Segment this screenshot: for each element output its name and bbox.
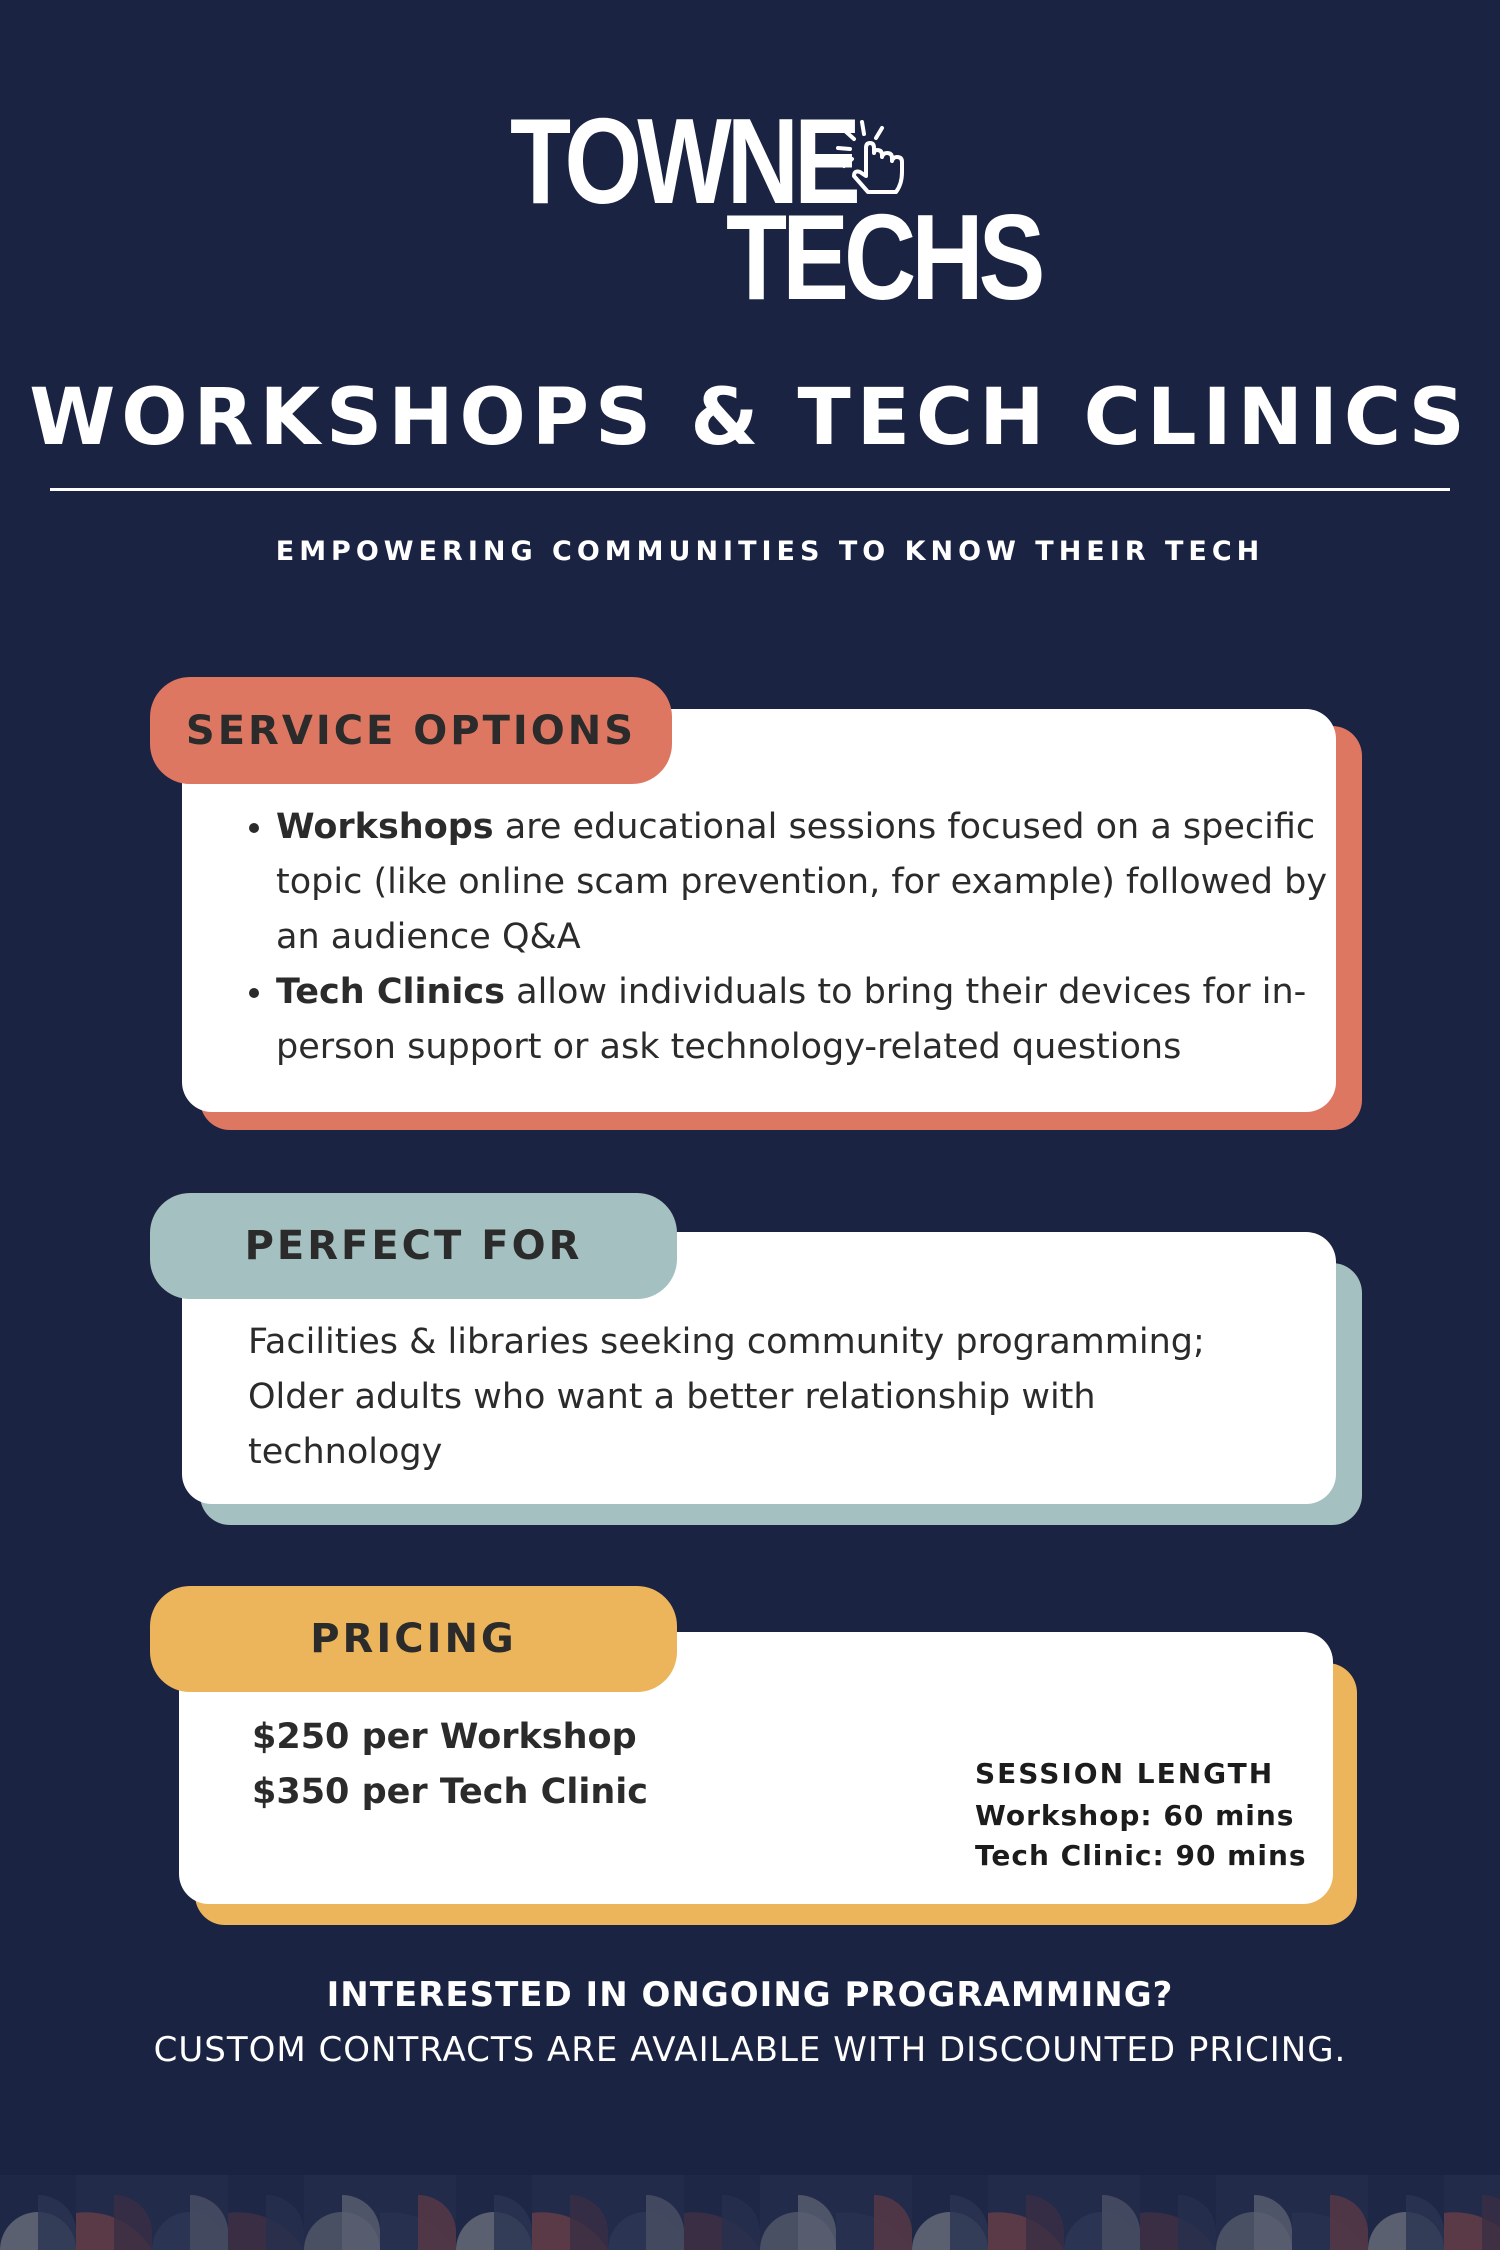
title-divider [50, 488, 1450, 491]
page-title: WORKSHOPS & TECH CLINICS [29, 373, 1471, 463]
session-length-heading: SESSION LENGTH [975, 1757, 1275, 1790]
session-length [975, 1752, 1307, 1876]
logo-word-towne: TOWNE [510, 93, 856, 229]
decorative-pattern [0, 2175, 1500, 2250]
tagline: EMPOWERING COMMUNITIES TO KNOW THEIR TECH [275, 536, 1265, 567]
pricing-label-text: PRICING [310, 1616, 517, 1662]
service-term-tech-clinics: Tech Clinics [276, 972, 505, 1012]
tech-clinic-length: Tech Clinic: 90 mins [975, 1839, 1307, 1872]
service-term-workshops: Workshops [276, 807, 494, 847]
cta-question: INTERESTED IN ONGOING PROGRAMMING? [326, 1975, 1174, 2015]
tech-clinic-price: $350 per Tech Clinic [252, 1772, 648, 1812]
pointer-click-icon [830, 114, 920, 204]
brand-logo [500, 93, 1041, 325]
pricing-label [150, 1586, 677, 1692]
perfect-for-text [248, 1315, 1308, 1480]
perfect-for-line: Facilities & libraries seeking community programming; [248, 1322, 1205, 1362]
list-item [276, 965, 1366, 1075]
perfect-for-line: Older adults who want a better relationship with [248, 1377, 1096, 1417]
cta-note: CUSTOM CONTRACTS ARE AVAILABLE WITH DISCOUNTED PRICING. [153, 2030, 1347, 2070]
list-item [276, 800, 1366, 965]
service-options-label-text: SERVICE OPTIONS [185, 707, 637, 754]
price-list [252, 1710, 648, 1820]
perfect-for-line: technology [248, 1432, 443, 1472]
workshop-price: $250 per Workshop [252, 1717, 637, 1757]
perfect-for-label-text: PERFECT FOR [244, 1223, 583, 1269]
service-desc-tech-clinics: allow individuals to bring their devices for in-person support or ask technology-related questions [276, 972, 1307, 1067]
logo-word-techs: TECHS [726, 189, 1041, 325]
service-options-list [240, 800, 1366, 1075]
perfect-for-label [150, 1193, 677, 1299]
service-desc-workshops: are educational sessions focused on a specific topic (like online scam prevention, for example) followed by an audience Q&A [276, 807, 1328, 957]
pattern-shape [1482, 2195, 1500, 2250]
service-options-label [150, 677, 672, 784]
workshop-length: Workshop: 60 mins [975, 1799, 1295, 1832]
